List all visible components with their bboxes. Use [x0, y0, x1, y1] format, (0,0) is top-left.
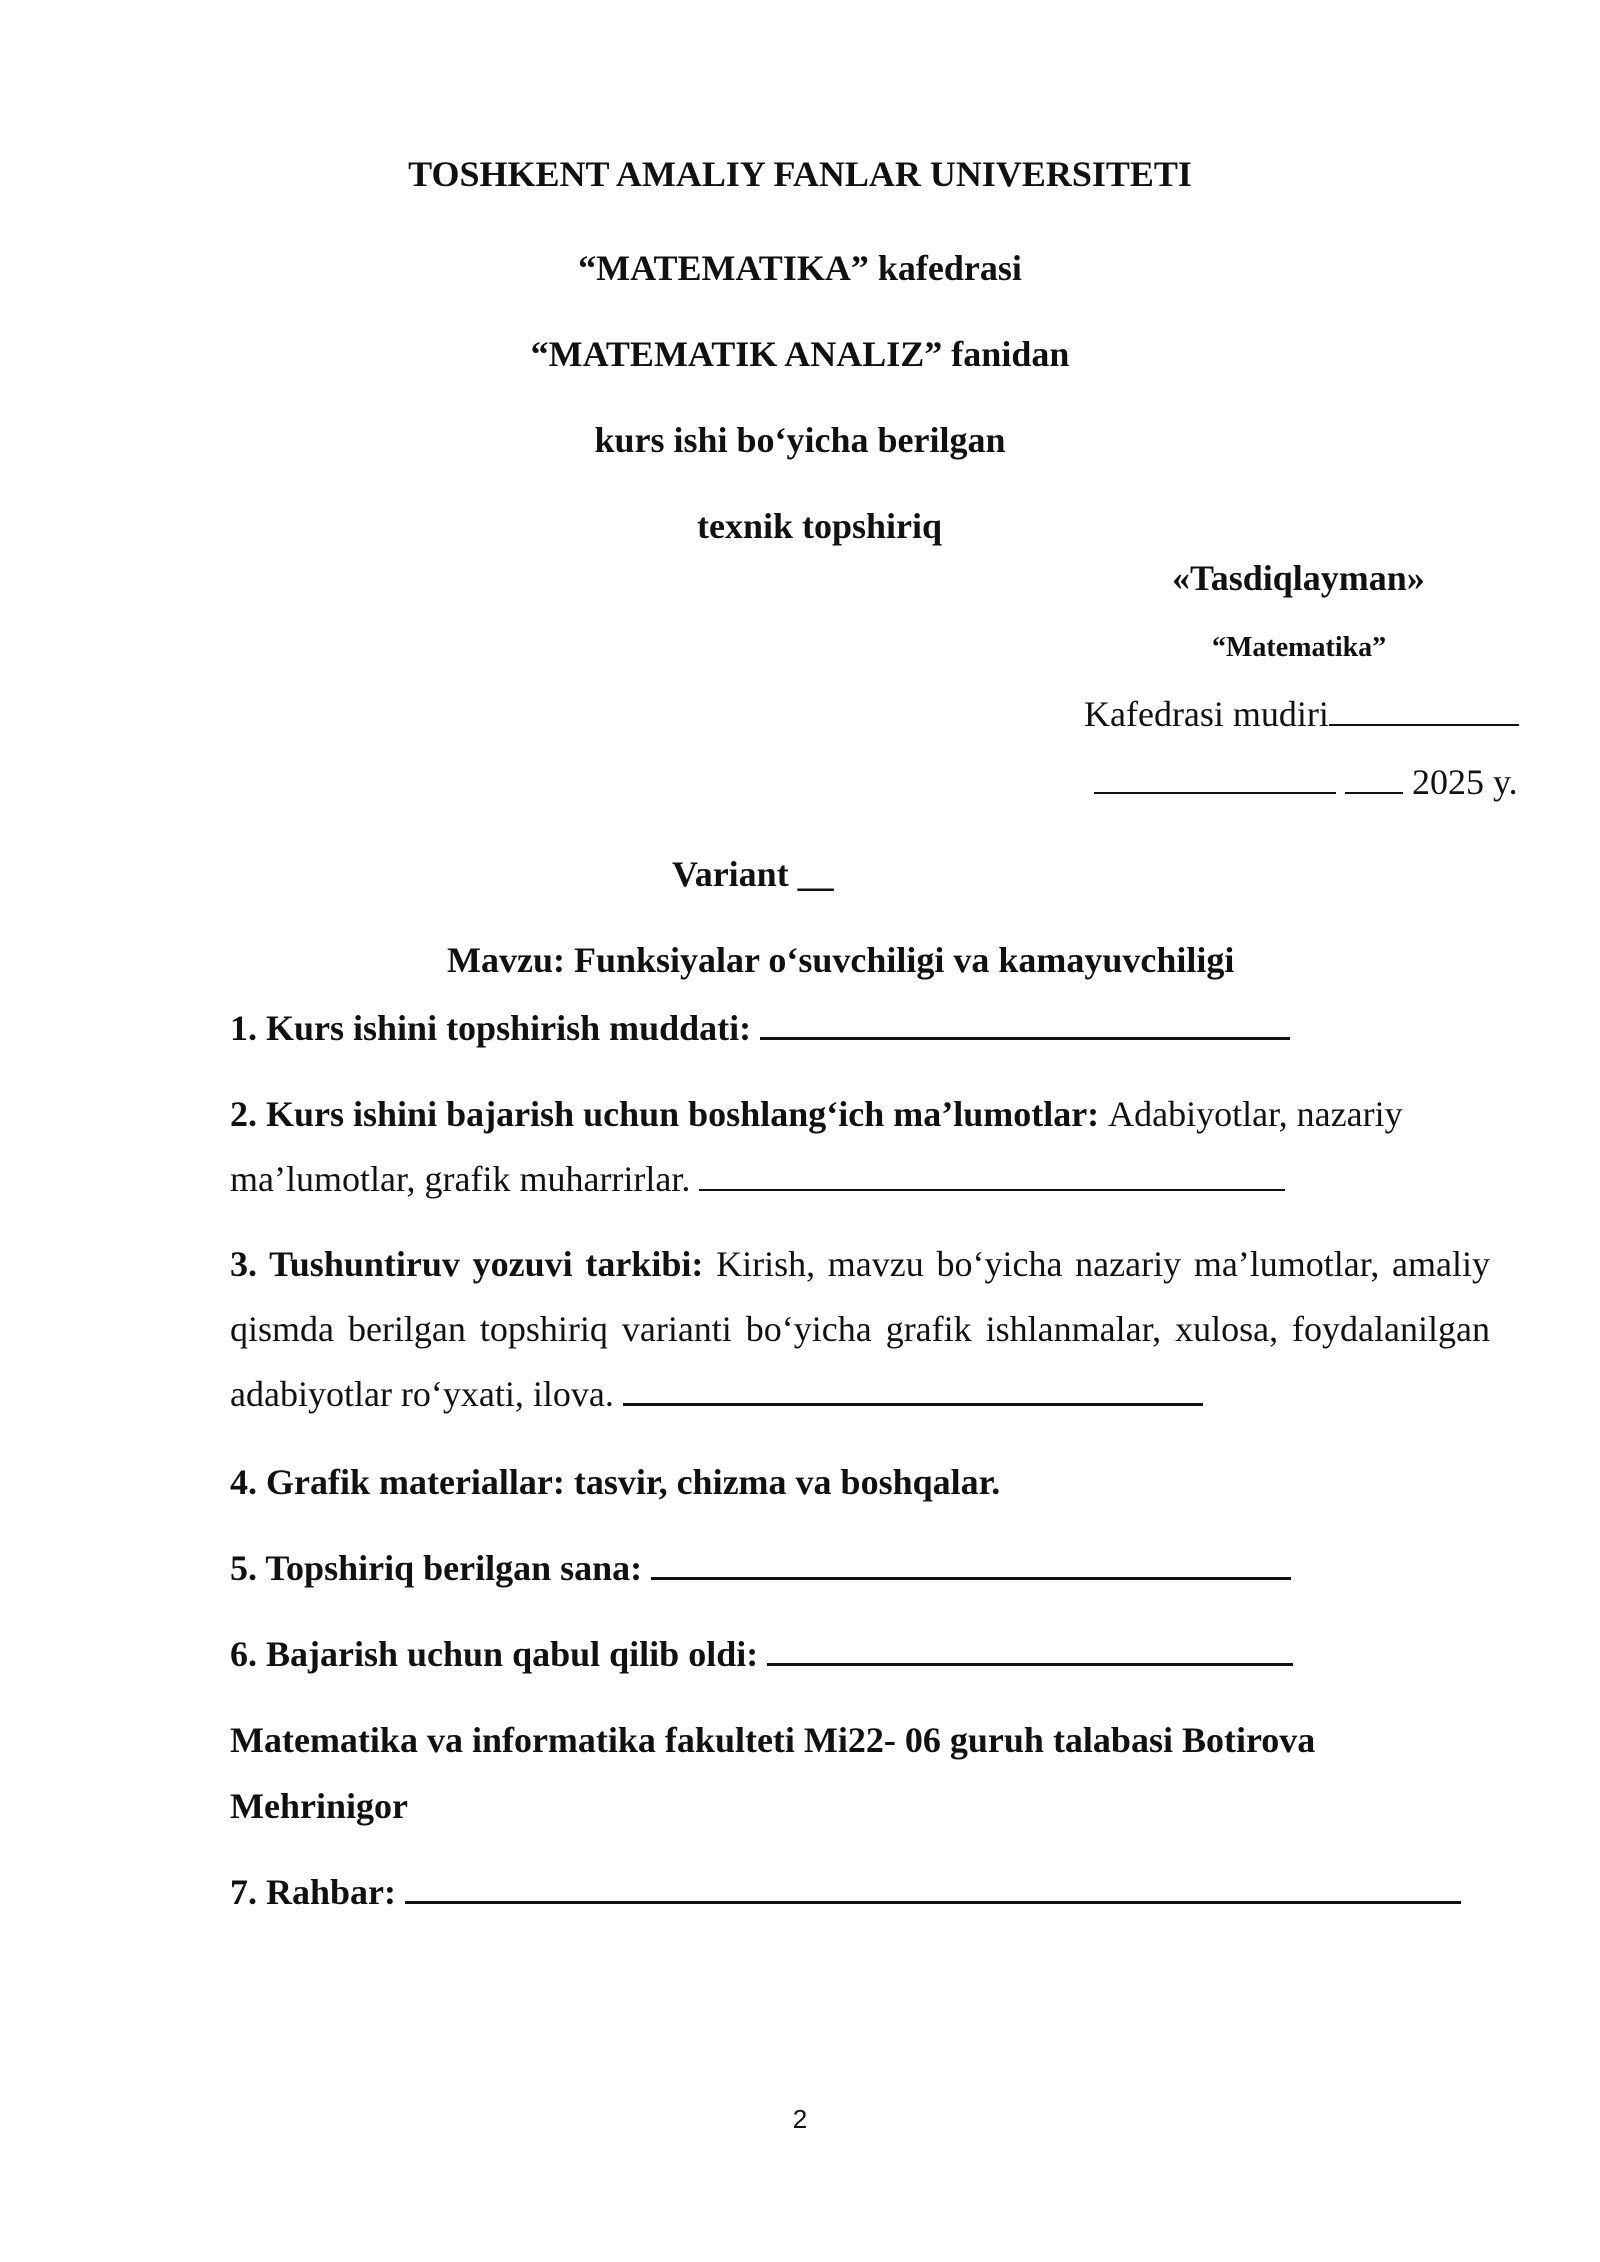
subject-title: “MATEMATIK ANALIZ” fanidan — [530, 334, 1070, 374]
department-title: “MATEMATIKA” kafedrasi — [578, 248, 1022, 288]
item-2-blank — [699, 1159, 1285, 1191]
item-2 — [230, 1092, 1403, 1136]
item-2-label: 2. Kurs ishini bajarish uchun boshlang‘ich ma’lumotlar: — [230, 1094, 1100, 1134]
date-blank — [1094, 762, 1336, 794]
item-3 — [230, 1232, 1490, 1427]
item-7 — [230, 1870, 1461, 1914]
day-blank — [1345, 762, 1403, 794]
student-line-1: Matematika va informatika fakulteti Mi22- 06 guruh talabasi Botirova — [230, 1720, 1316, 1760]
item-5-blank — [651, 1547, 1291, 1580]
item-4: 4. Grafik materiallar: tasvir, chizma va boshqalar. — [230, 1462, 1001, 1502]
item-2-cont — [230, 1157, 1285, 1201]
approval-dept-name: “Matematika” — [1212, 632, 1387, 663]
item-7-blank — [405, 1871, 1461, 1904]
item-2-text-a: Adabiyotlar, nazariy — [1108, 1094, 1403, 1134]
signature-blank — [1329, 694, 1519, 726]
approval-date-line — [1094, 760, 1518, 804]
page-number: 2 — [792, 2104, 808, 2134]
task-title: texnik topshiriq — [697, 506, 943, 546]
approval-year: 2025 y. — [1412, 762, 1518, 802]
item-5-label: 5. Topshiriq berilgan sana: — [230, 1548, 643, 1588]
item-2-text-b: ma’lumotlar, grafik muharrirlar. — [230, 1159, 691, 1199]
item-3-blank — [623, 1375, 1203, 1406]
item-1-blank — [760, 1007, 1290, 1040]
item-6-blank — [767, 1633, 1293, 1666]
item-7-label: 7. Rahbar: — [230, 1872, 397, 1912]
approval-head-line — [1084, 692, 1519, 736]
approval-title: «Tasdiqlayman» — [1172, 558, 1425, 598]
item-1-label: 1. Kurs ishini topshirish muddati: — [230, 1008, 752, 1048]
course-line: kurs ishi bo‘yicha berilgan — [594, 420, 1006, 460]
university-title: TOSHKENT AMALIY FANLAR UNIVERSITETI — [408, 154, 1192, 194]
approval-head-label: Kafedrasi mudiri — [1084, 694, 1329, 734]
item-5 — [230, 1546, 1291, 1590]
variant-label: Variant __ — [672, 854, 834, 894]
item-3-label: 3. Tushuntiruv yozuvi tarkibi: — [230, 1244, 704, 1284]
item-3-text: Kirish, mavzu bo‘yicha nazariy ma’lumotlar, amaliy qismda berilgan topshiriq varianti bo‘yicha grafik ishlanmalar, xulosa, foydalanilgan adabiyotlar ro‘yxati, ilova. — [230, 1244, 1491, 1414]
item-6-label: 6. Bajarish uchun qabul qilib oldi: — [230, 1634, 759, 1674]
item-1 — [230, 1006, 1290, 1050]
item-6 — [230, 1632, 1293, 1676]
topic-title: Mavzu: Funksiyalar o‘suvchiligi va kamayuvchiligi — [447, 940, 1235, 980]
student-line-2: Mehrinigor — [230, 1786, 408, 1826]
